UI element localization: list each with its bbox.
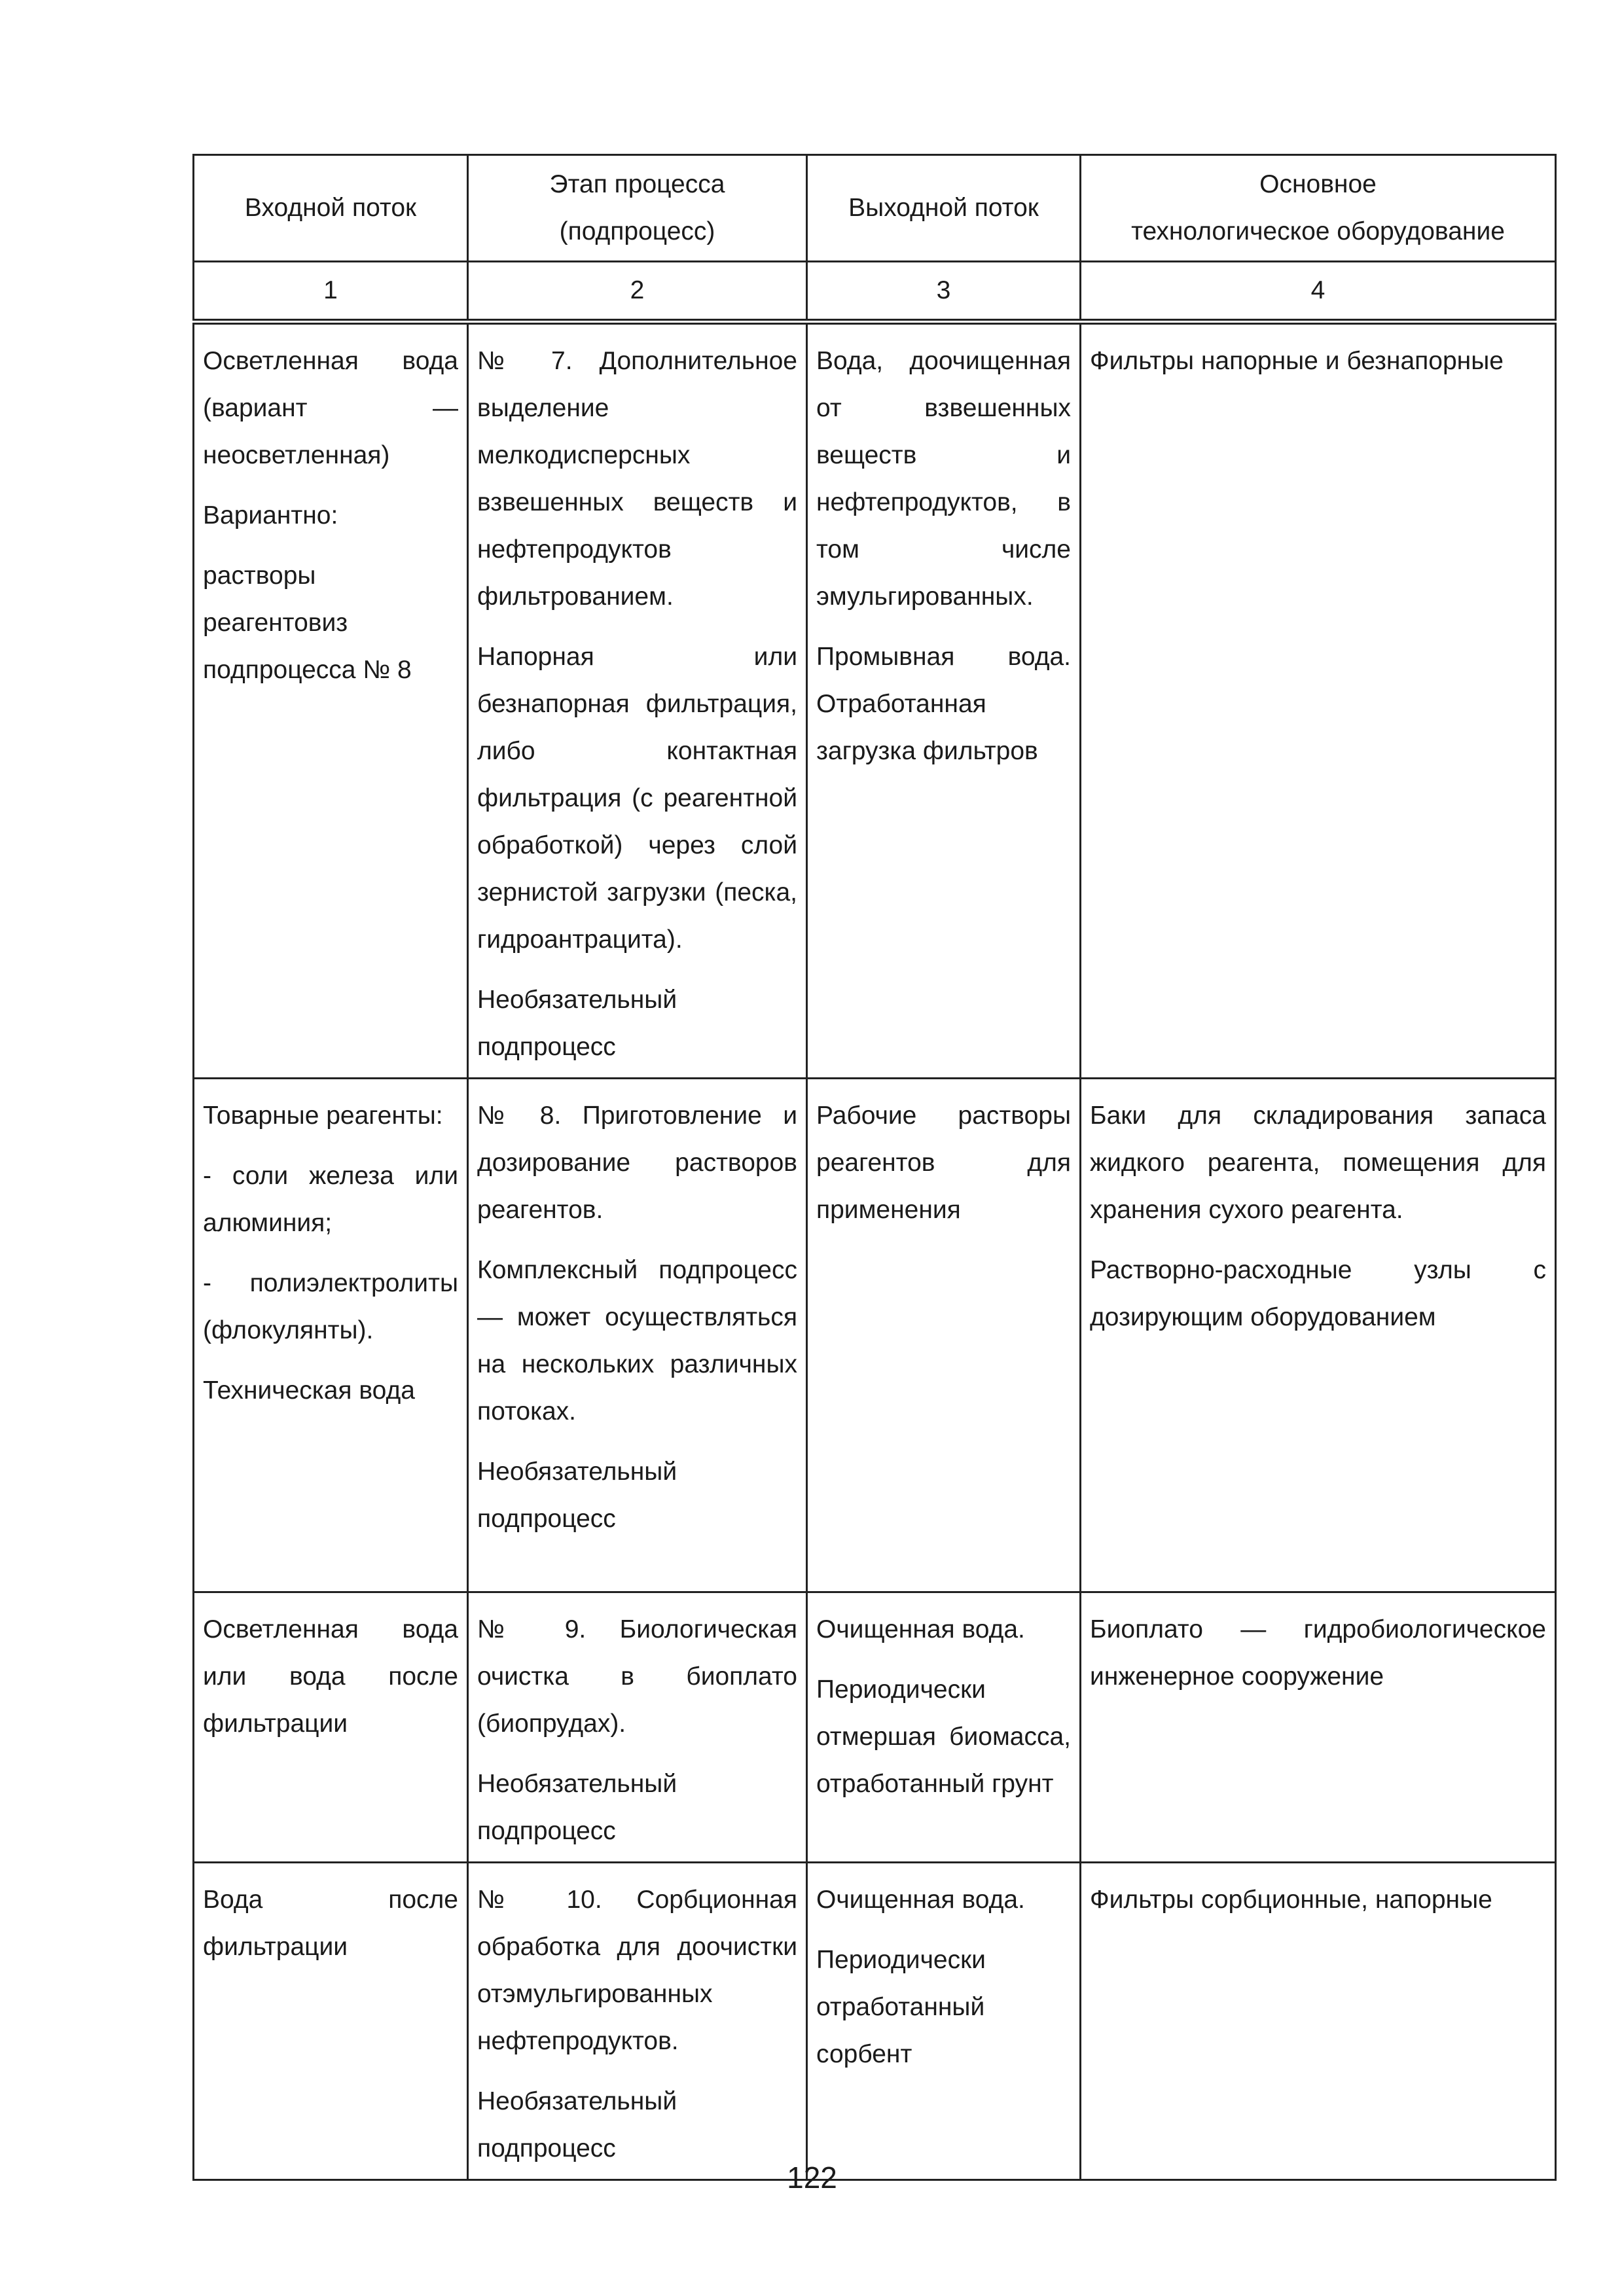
output-cell	[807, 1079, 1081, 1592]
cell-paragraph: Осветленная вода или вода после фильтрации	[203, 1615, 458, 1738]
cell-paragraph: Очищенная вода.	[816, 1886, 1025, 1914]
cell-paragraph: Периодически отработанный сорбент	[816, 1946, 986, 2068]
equipment-cell	[1081, 1079, 1556, 1592]
cell-paragraph: № 8. Приготовление и дозирование растворов реагентов.	[477, 1102, 797, 1224]
equipment-cell	[1081, 1863, 1556, 2180]
cell-paragraph: - полиэлектролиты (флокулянты).	[203, 1269, 458, 1344]
header-input-flow: Входной поток	[194, 155, 468, 262]
column-number: 3	[807, 262, 1081, 322]
column-number-row	[194, 262, 1556, 322]
stage-cell	[468, 322, 807, 1079]
header-output-flow: Выходной поток	[807, 155, 1081, 262]
cell-paragraph: Очищенная вода.	[816, 1615, 1025, 1643]
cell-paragraph: Вода после фильтрации	[203, 1886, 458, 1961]
input-cell	[194, 1863, 468, 2180]
cell-paragraph: Необязательный подпроцесс	[477, 2087, 677, 2162]
cell-paragraph: Биоплато — гидробиологическое инженерное сооружение	[1090, 1615, 1546, 1691]
process-table	[192, 154, 1557, 2181]
stage-cell	[468, 1592, 807, 1863]
table-row	[194, 1863, 1556, 2180]
equipment-cell	[1081, 1592, 1556, 1863]
input-cell	[194, 1592, 468, 1863]
cell-paragraph: № 9. Биологическая очистка в биоплато (биопрудах).	[477, 1615, 797, 1738]
cell-paragraph: Рабочие растворы реагентов для применения	[816, 1102, 1071, 1224]
cell-paragraph: № 10. Сорбционная обработка для доочистки отэмульгированных нефтепродуктов.	[477, 1886, 797, 2055]
cell-paragraph: Комплексный подпроцесс — может осуществляться на нескольких различных потоках.	[477, 1256, 797, 1426]
input-cell	[194, 322, 468, 1079]
cell-paragraph: № 7. Дополнительное выделение мелкодисперсных взвешенных веществ и нефтепродуктов фильтрованием.	[477, 347, 797, 611]
equipment-cell	[1081, 322, 1556, 1079]
output-cell	[807, 322, 1081, 1079]
cell-paragraph: Фильтры напорные и безнапорные	[1090, 347, 1504, 375]
cell-paragraph: растворы реагентовиз подпроцесса № 8	[203, 562, 412, 684]
cell-paragraph: Баки для складирования запаса жидкого реагента, помещения для хранения сухого реагента.	[1090, 1102, 1546, 1224]
cell-paragraph: Промывная вода. Отработанная загрузка фильтров	[816, 643, 1071, 765]
cell-paragraph: Осветленная вода (вариант — неосветленная)	[203, 347, 458, 469]
header-row	[194, 155, 1556, 262]
cell-paragraph: Необязательный подпроцесс	[477, 1458, 677, 1533]
cell-paragraph: Необязательный подпроцесс	[477, 986, 677, 1061]
table-row	[194, 1592, 1556, 1863]
cell-paragraph: - соли железа или алюминия;	[203, 1162, 458, 1237]
column-number: 1	[194, 262, 468, 322]
cell-paragraph: Вариантно:	[203, 501, 338, 529]
cell-paragraph: Периодически отмершая биомасса, отработанный грунт	[816, 1676, 1071, 1798]
cell-paragraph: Растворно-расходные узлы с дозирующим оборудованием	[1090, 1256, 1546, 1331]
cell-paragraph: Товарные реагенты:	[203, 1102, 443, 1130]
header-equipment: Основное технологическое оборудование	[1081, 155, 1556, 262]
column-number: 2	[468, 262, 807, 322]
table-row	[194, 1079, 1556, 1592]
stage-cell	[468, 1863, 807, 2180]
cell-paragraph: Фильтры сорбционные, напорные	[1090, 1886, 1492, 1914]
input-cell	[194, 1079, 468, 1592]
output-cell	[807, 1592, 1081, 1863]
cell-paragraph: Вода, доочищенная от взвешенных веществ и нефтепродуктов, в том числе эмульгированных.	[816, 347, 1071, 611]
page-number: 122	[787, 2161, 837, 2195]
cell-paragraph: Техническая вода	[203, 1376, 415, 1405]
cell-paragraph: Необязательный подпроцесс	[477, 1770, 677, 1845]
stage-cell	[468, 1079, 807, 1592]
output-cell	[807, 1863, 1081, 2180]
header-process-stage: Этап процесса (подпроцесс)	[468, 155, 807, 262]
table-row	[194, 322, 1556, 1079]
column-number: 4	[1081, 262, 1556, 322]
cell-paragraph: Напорная или безнапорная фильтрация, либо контактная фильтрация (с реагентной обработкой) через слой зернистой загрузки (песка, гидроантрацита).	[477, 643, 797, 954]
